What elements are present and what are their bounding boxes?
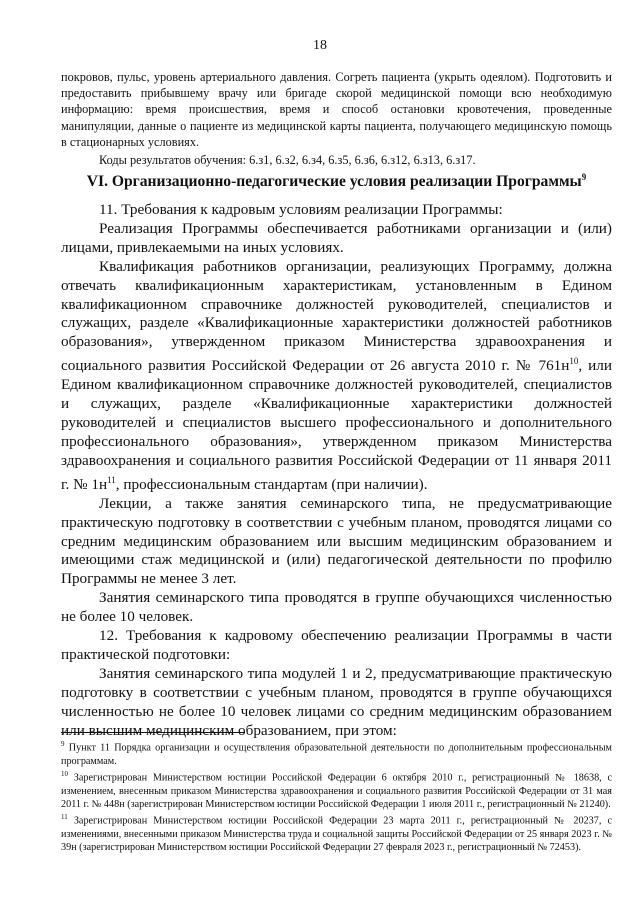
paragraph-seminar-modules: Занятия семинарского типа модулей 1 и 2, предусматривающие практическую подготовку в соответствии с учебным планом, проводятся в группе обучающихся численностью не более 10 человек лицами со средним медицинским образованием или высшим медицинским образованием, при этом:: [61, 664, 612, 739]
paragraph-implementation: Реализация Программы обеспечивается работниками организации и (или) лицами, привлекаемыми на иных условиях.: [61, 219, 612, 256]
intro-paragraph: покровов, пульс, уровень артериального давления. Согреть пациента (укрыть одеялом). Подготовить и предоставить прибывшему врачу или бригаде скорой медицинской помощи всю необходимую информацию: время происшествия, время и способ остановки кровотечения, проведенные манипуляции, данные о пациенте из медицинской карты пациента, получающего медицинскую помощь в стационарных условиях.: [61, 70, 612, 149]
paragraph-seminar-group: Занятия семинарского типа проводятся в группе обучающихся численностью не более 10 человек.: [61, 589, 612, 626]
paragraph-11: 11. Требования к кадровым условиям реализации Программы:: [99, 201, 503, 218]
paragraph-lectures: Лекции, а также занятия семинарского типа, не предусматривающие практическую подготовку в соответствии с учебным планом, проводятся лицами со средним медицинским образованием или высшим медицинским образованием и имеющими стаж медицинской и (или) педагогической деятельности по профилю Программы не менее 3 лет.: [61, 494, 612, 588]
footnote-11-text: Зарегистрирован Министерством юстиции Российской Федерации 23 марта 2011 г., регистрационный № 20237, с изменениями, внесенными приказом Министерства труда и социальной защиты Российской Федерации от 25 января 2023 г. № 39н (зарегистрирован Министерством юстиции Российской Федерации 27 февраля 2023 г., регистрационный № 72453).: [61, 815, 613, 854]
footnote-9: [61, 738, 612, 768]
footnote-11: [61, 811, 612, 854]
qualification-text-b: , или Едином квалификационном справочнике должностей руководителей, специалистов и служащих, разделе «Квалификационные характеристики должностей руководителей и специалистов высшего профессионального и дополнительного профессионального образования», утвержденном приказом Министерства здравоохранения и социального развития Российской Федерации от 11 января 2011 г. № 1н: [61, 357, 612, 493]
section-heading: [61, 172, 612, 191]
footnote-10: [61, 768, 612, 811]
footnote-mark-11: 11: [61, 813, 68, 822]
qualification-text-a: Квалификация работников организации, реализующих Программу, должна отвечать квалификационным характеристикам, установленным в Едином квалификационном справочнике должностей руководителей, специалистов и служащих, разделе «Квалификационные характеристики должностей работников образования», утвержденном приказом Министерства здравоохранения и социального развития Российской Федерации от 26 августа 2010 г. № 761н: [61, 257, 612, 375]
footnote-mark-10: 10: [61, 769, 68, 778]
paragraph-12: 12. Требования к кадровому обеспечению реализации Программы в части практической подготовки:: [61, 627, 612, 663]
footnote-ref-9[interactable]: 9: [581, 172, 587, 182]
footnote-9-text: Пункт 11 Порядка организации и осуществления образовательной деятельности по дополнительным профессиональным программам.: [61, 742, 612, 767]
footnote-ref-11[interactable]: 11: [107, 474, 116, 485]
footnotes: [61, 738, 612, 855]
footnote-mark-9: 9: [61, 740, 65, 748]
intro-block: [61, 69, 612, 168]
page-number: 18: [313, 38, 327, 53]
section-heading-text: VI. Организационно-педагогические условия реализации Программы: [86, 173, 582, 191]
footnote-separator: [61, 732, 245, 733]
body-text: [61, 201, 612, 741]
footnote-ref-10[interactable]: 10: [569, 356, 579, 367]
paragraph-qualification: [61, 258, 612, 495]
qualification-text-c: , профессиональным стандартам (при наличии).: [115, 475, 428, 493]
footnote-10-text: Зарегистрирован Министерством юстиции Российской Федерации 6 октября 2010 г., регистрационный № 18638, с изменением, внесенным приказом Министерства здравоохранения и социального развития Российской Федерации от 31 мая 2011 г. № 448н (зарегистрирован Министерством юстиции Российской Федерации 1 июля 2011 г., регистрационный № 21240).: [61, 772, 612, 810]
learning-codes: Коды результатов обучения: 6.з1, 6.з2, 6.з4, 6.з5, 6.з6, 6.з12, 6.з13, 6.з17.: [99, 153, 476, 168]
